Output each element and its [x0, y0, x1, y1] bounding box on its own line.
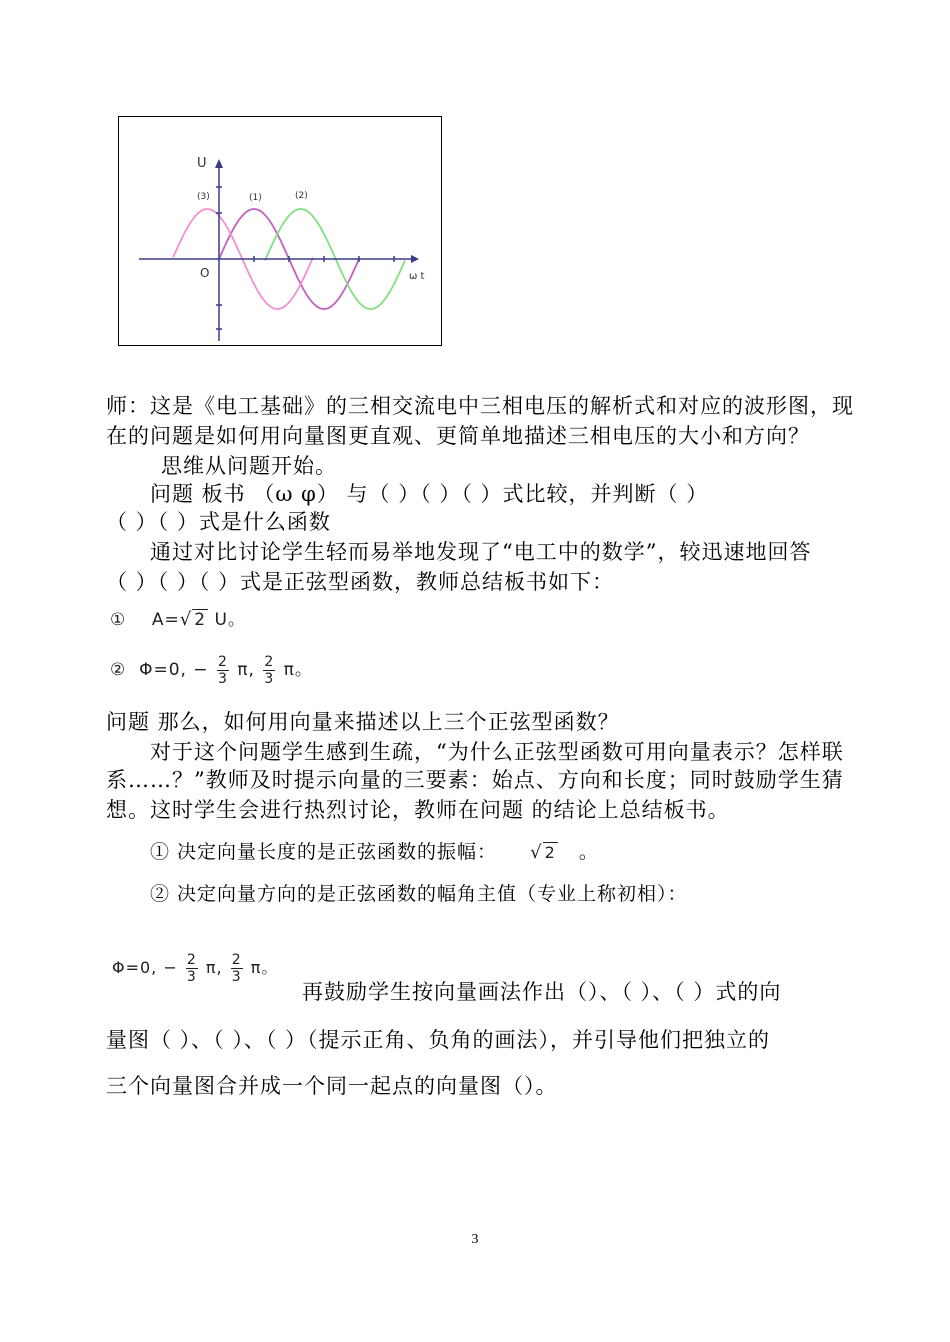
fraction — [186, 952, 198, 985]
formula-4 — [112, 946, 278, 990]
paragraph-6-line-3: 想。这时学生会进行热烈讨论，教师在问题 的结论上总结板书。 — [106, 798, 730, 822]
paragraph-1-line-2: 在的问题是如何用向量图更直观、更简单地描述三相电压的大小和方向？ — [106, 424, 810, 448]
x-axis-label: ω t — [409, 271, 425, 282]
paragraph-4-line-1: 通过对比讨论学生轻而易举地发现了“电工中的数学”，较迅速地回答 — [150, 540, 812, 564]
formula-1-lhs: A= — [151, 610, 180, 630]
formula-4-lhs: Φ=0, − — [112, 958, 178, 977]
sqrt-symbol: √ — [530, 842, 543, 863]
formula-2-marker: ② — [110, 660, 127, 680]
fraction-numerator: 2 — [217, 653, 228, 670]
list-item-1-text: ① 决定向量长度的是正弦函数的振幅： — [150, 841, 498, 863]
formula-3-sqrt-arg: 2 — [544, 843, 556, 862]
formula-2-tail: π。 — [283, 660, 313, 680]
curve-label-3: (3) — [197, 192, 210, 202]
sqrt-symbol: √ — [179, 609, 193, 630]
fraction-denominator: 3 — [231, 969, 242, 985]
formula-4-mid: π, — [205, 958, 223, 977]
fraction-denominator: 3 — [186, 969, 197, 985]
x-axis-arrow — [411, 255, 419, 263]
paragraph-6-line-1: 对于这个问题学生感到生疏，“为什么正弦型函数可用向量表示？怎样联 — [150, 740, 844, 764]
formula-3 — [530, 843, 558, 862]
formula-4-tail: π。 — [250, 958, 279, 977]
paragraph-6-line-2: 系……？”教师及时提示向量的三要素：始点、方向和长度；同时鼓励学生猜 — [106, 768, 844, 792]
curve-label-2: (2) — [295, 191, 308, 201]
y-axis-arrow — [215, 159, 223, 168]
fraction-denominator: 3 — [264, 670, 275, 687]
origin-label: O — [200, 266, 210, 280]
formula-2 — [110, 648, 313, 692]
waveform-figure — [118, 116, 442, 346]
list-item-1 — [150, 838, 599, 867]
paragraph-2: 思维从问题开始。 — [161, 454, 337, 478]
fraction-numerator: 2 — [264, 653, 275, 670]
formula-1-sqrt-arg: 2 — [194, 610, 207, 630]
fraction-numerator: 2 — [231, 952, 242, 968]
paragraph-7-line-1: 再鼓励学生按向量画法作出（）、（ ）、（ ）式的向 — [302, 980, 782, 1004]
fraction — [217, 654, 229, 687]
paragraph-3-line-1: 问题 板书 （ω φ） 与（ ）（ ）（ ）式比较，并判断（ ） — [150, 482, 709, 506]
paragraph-1-line-1: 师：这是《电工基础》的三相交流电中三相电压的解析式和对应的波形图，现 — [106, 394, 854, 418]
paragraph-7-line-2: 量图（ ）、（ ）、（ ）（提示正角、负角的画法），并引导他们把独立的 — [106, 1028, 771, 1052]
curve-label-1: (1) — [249, 193, 262, 203]
formula-1 — [110, 606, 246, 634]
fraction — [231, 952, 243, 985]
paragraph-4-line-2: （ ）（ ）（ ）式是正弦型函数，教师总结板书如下： — [106, 570, 615, 594]
formula-2-mid: π, — [237, 660, 255, 680]
paragraph-5: 问题 那么，如何用向量来描述以上三个正弦型函数？ — [106, 710, 620, 734]
paragraph-3-line-2: （ ）（ ）式是什么函数 — [106, 510, 331, 534]
paragraph-7-line-3: 三个向量图合并成一个同一起点的向量图（）。 — [106, 1074, 558, 1098]
y-axis-label: U — [197, 156, 207, 171]
list-item-1-end: 。 — [578, 841, 599, 863]
page-number: 3 — [471, 1232, 479, 1247]
fraction-denominator: 3 — [217, 670, 228, 687]
fraction-numerator: 2 — [186, 952, 197, 968]
formula-1-marker: ① — [110, 610, 127, 630]
formula-2-lhs: Φ=0, − — [139, 660, 209, 680]
list-item-2: ② 决定向量方向的是正弦函数的幅角主值（专业上称初相）： — [150, 883, 688, 905]
waveform-plot — [119, 117, 443, 347]
formula-1-tail: U。 — [214, 610, 246, 630]
fraction — [263, 654, 275, 687]
